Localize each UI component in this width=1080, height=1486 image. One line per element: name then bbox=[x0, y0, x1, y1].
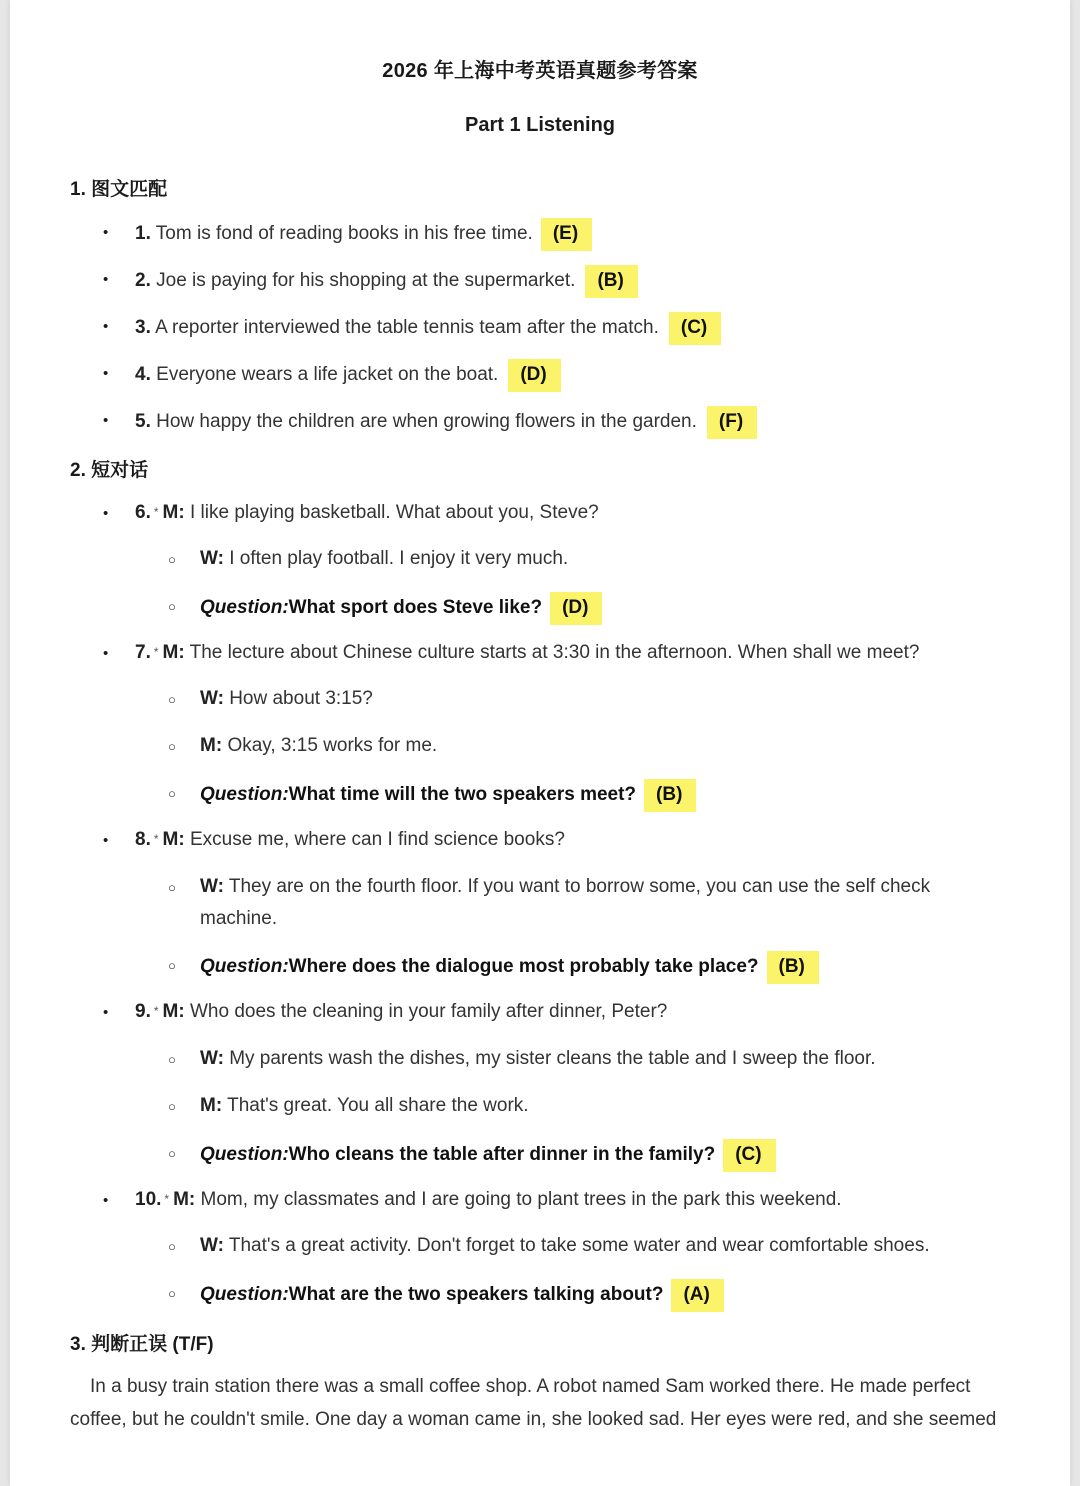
circle-bullet-icon: ○ bbox=[168, 958, 176, 973]
answer-badge: (D) bbox=[550, 592, 602, 625]
speaker-label: M: bbox=[162, 1001, 185, 1022]
bullet-icon: • bbox=[103, 271, 109, 288]
dialogue-line bbox=[200, 873, 930, 901]
speaker-label: M: bbox=[173, 1189, 196, 1210]
speaker-label: W: bbox=[200, 1235, 224, 1256]
section-heading-dialogues: 2. 短对话 bbox=[70, 460, 149, 481]
answer-badge: (A) bbox=[671, 1279, 723, 1312]
matching-item bbox=[135, 406, 757, 439]
item-number: 1. bbox=[135, 223, 151, 244]
answer-badge: (B) bbox=[644, 779, 696, 812]
circle-bullet-icon: ○ bbox=[168, 1286, 176, 1301]
circle-bullet-icon: ○ bbox=[168, 1146, 176, 1161]
bullet-icon: • bbox=[103, 505, 109, 522]
matching-item bbox=[135, 312, 721, 345]
star-icon: * bbox=[164, 1192, 170, 1206]
circle-bullet-icon: ○ bbox=[168, 786, 176, 801]
dialogue-text: Excuse me, where can I find science books? bbox=[189, 829, 565, 850]
bullet-icon: • bbox=[103, 1004, 109, 1021]
question-text: Who cleans the table after dinner in the family? bbox=[288, 1144, 716, 1165]
speaker-label: M: bbox=[162, 502, 185, 523]
speaker-label: W: bbox=[200, 548, 224, 569]
dialogue-text: Mom, my classmates and I are going to plant trees in the park this weekend. bbox=[200, 1189, 842, 1210]
star-icon: * bbox=[153, 505, 159, 519]
dialogue-line bbox=[200, 1045, 876, 1073]
matching-item bbox=[135, 218, 592, 251]
dialogue-text: My parents wash the dishes, my sister cleans the table and I sweep the floor. bbox=[229, 1048, 876, 1069]
circle-bullet-icon: ○ bbox=[168, 552, 176, 567]
answer-badge: (B) bbox=[767, 951, 819, 984]
speaker-label: W: bbox=[200, 1048, 224, 1069]
dialogue-text: Who does the cleaning in your family after dinner, Peter? bbox=[189, 1001, 668, 1022]
document-title: 2026 年上海中考英语真题参考答案 bbox=[382, 60, 698, 82]
dialogue-line bbox=[200, 545, 568, 573]
bullet-icon: • bbox=[103, 412, 109, 429]
speaker-label: M: bbox=[200, 1095, 223, 1116]
bullet-icon: • bbox=[103, 832, 109, 849]
star-icon: * bbox=[153, 1004, 159, 1018]
bullet-icon: • bbox=[103, 318, 109, 335]
circle-bullet-icon: ○ bbox=[168, 599, 176, 614]
dialogue-line-continuation: machine. bbox=[200, 908, 278, 929]
item-number: 6. bbox=[135, 502, 151, 523]
dialogue-item bbox=[135, 1186, 842, 1215]
speaker-label: M: bbox=[162, 829, 185, 850]
speaker-label: W: bbox=[200, 876, 224, 897]
dialogue-item bbox=[135, 499, 599, 528]
speaker-label: M: bbox=[162, 642, 185, 663]
speaker-label: M: bbox=[200, 735, 223, 756]
answer-badge: (E) bbox=[541, 218, 592, 251]
question-line bbox=[200, 592, 602, 625]
question-line bbox=[200, 779, 696, 812]
question-label: Question: bbox=[200, 956, 289, 977]
bullet-icon: • bbox=[103, 645, 109, 662]
dialogue-text: I often play football. I enjoy it very much. bbox=[229, 548, 569, 569]
circle-bullet-icon: ○ bbox=[168, 739, 176, 754]
circle-bullet-icon: ○ bbox=[168, 692, 176, 707]
bullet-icon: • bbox=[103, 224, 109, 241]
question-text: Where does the dialogue most probably take place? bbox=[288, 956, 759, 977]
answer-badge: (F) bbox=[707, 406, 757, 439]
item-number: 9. bbox=[135, 1001, 151, 1022]
item-text: Joe is paying for his shopping at the supermarket. bbox=[156, 270, 576, 291]
section-heading-matching: 1. 图文匹配 bbox=[70, 179, 168, 200]
item-number: 4. bbox=[135, 364, 151, 385]
answer-badge: (C) bbox=[669, 312, 721, 345]
bullet-icon: • bbox=[103, 1192, 109, 1209]
dialogue-line bbox=[200, 1092, 529, 1120]
speaker-label: W: bbox=[200, 688, 224, 709]
item-text: Everyone wears a life jacket on the boat. bbox=[156, 364, 499, 385]
star-icon: * bbox=[153, 645, 159, 659]
part-title: Part 1 Listening bbox=[464, 114, 616, 136]
dialogue-text: They are on the fourth floor. If you want to borrow some, you can use the self check bbox=[228, 876, 931, 897]
answer-badge: (B) bbox=[585, 265, 637, 298]
item-text: A reporter interviewed the table tennis team after the match. bbox=[155, 317, 659, 338]
question-line bbox=[200, 951, 819, 984]
item-number: 7. bbox=[135, 642, 151, 663]
question-line bbox=[200, 1139, 776, 1172]
question-label: Question: bbox=[200, 784, 289, 805]
matching-item bbox=[135, 265, 638, 298]
dialogue-line bbox=[200, 732, 437, 760]
answer-badge: (C) bbox=[723, 1139, 775, 1172]
item-number: 2. bbox=[135, 270, 151, 291]
dialogue-text: That's a great activity. Don't forget to take some water and wear comfortable shoes. bbox=[228, 1235, 930, 1256]
dialogue-text: I like playing basketball. What about you, Steve? bbox=[189, 502, 599, 523]
dialogue-line bbox=[200, 685, 373, 713]
question-label: Question: bbox=[200, 1284, 289, 1305]
dialogue-text: The lecture about Chinese culture starts at 3:30 in the afternoon. When shall we meet? bbox=[189, 642, 920, 663]
matching-item bbox=[135, 359, 561, 392]
star-icon: * bbox=[153, 832, 159, 846]
circle-bullet-icon: ○ bbox=[168, 1099, 176, 1114]
item-text: Tom is fond of reading books in his free time. bbox=[155, 223, 533, 244]
question-label: Question: bbox=[200, 1144, 289, 1165]
dialogue-item bbox=[135, 998, 667, 1027]
item-number: 5. bbox=[135, 411, 151, 432]
item-number: 3. bbox=[135, 317, 151, 338]
dialogue-item bbox=[135, 639, 919, 668]
circle-bullet-icon: ○ bbox=[168, 880, 176, 895]
bullet-icon: • bbox=[103, 365, 109, 382]
dialogue-text: Okay, 3:15 works for me. bbox=[227, 735, 438, 756]
question-label: Question: bbox=[200, 597, 289, 618]
question-text: What sport does Steve like? bbox=[288, 597, 543, 618]
item-number: 10. bbox=[135, 1189, 162, 1210]
circle-bullet-icon: ○ bbox=[168, 1052, 176, 1067]
item-number: 8. bbox=[135, 829, 151, 850]
dialogue-text: That's great. You all share the work. bbox=[227, 1095, 529, 1116]
question-text: What time will the two speakers meet? bbox=[288, 784, 637, 805]
dialogue-item bbox=[135, 826, 565, 855]
item-text: How happy the children are when growing flowers in the garden. bbox=[156, 411, 697, 432]
section-heading-true-false: 3. 判断正误 (T/F) bbox=[70, 1334, 214, 1355]
answer-badge: (D) bbox=[508, 359, 560, 392]
circle-bullet-icon: ○ bbox=[168, 1239, 176, 1254]
passage-paragraph: In a busy train station there was a small coffee shop. A robot named Sam worked there. He made perfect coffee, but he couldn't smile. One day a woman came in, she looked sad. Her eyes were red, and she seemed bbox=[70, 1376, 997, 1430]
dialogue-text: How about 3:15? bbox=[229, 688, 373, 709]
dialogue-line bbox=[200, 1232, 930, 1260]
question-text: What are the two speakers talking about? bbox=[288, 1284, 664, 1305]
question-line bbox=[200, 1279, 724, 1312]
